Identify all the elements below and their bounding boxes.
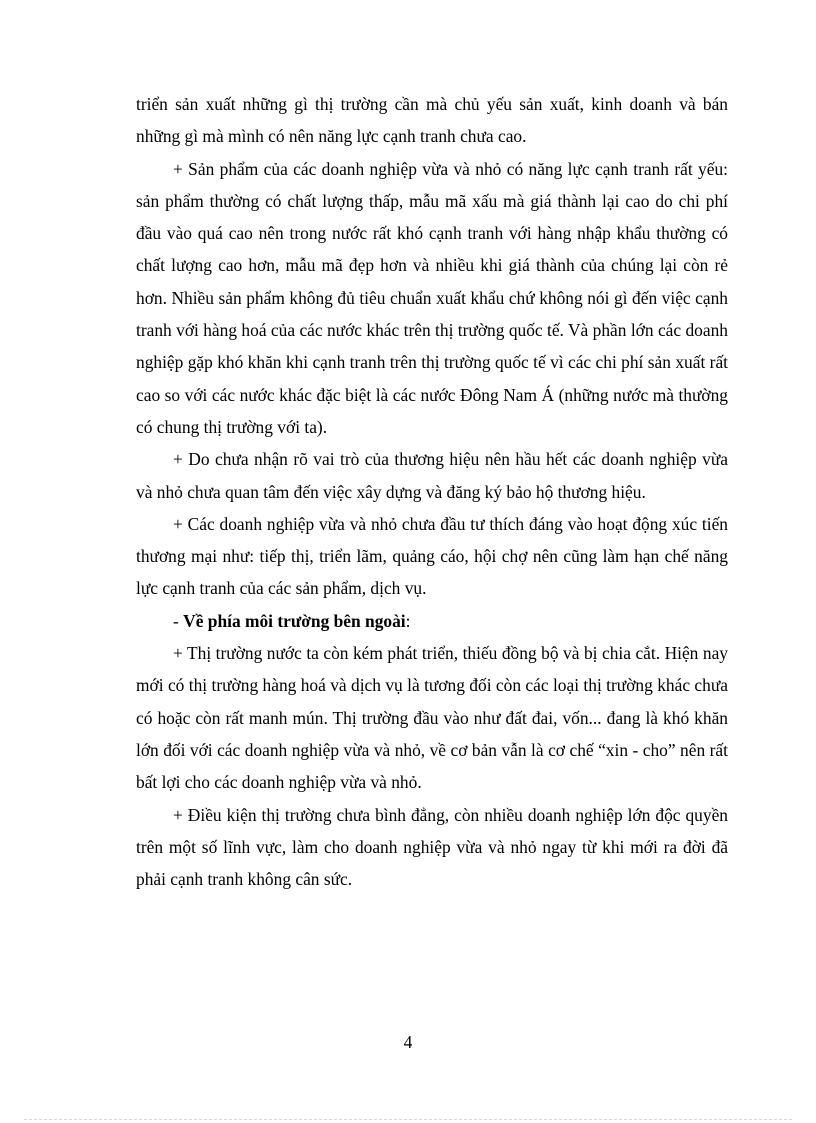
paragraph-continuation: triển sản xuất những gì thị trường cần mà chủ yếu sản xuất, kinh doanh và bán những gì mà mình có nên năng lực cạnh tranh chưa cao.: [136, 94, 728, 147]
heading-suffix: :: [405, 610, 411, 631]
section-heading-external-environment: [136, 605, 728, 637]
page-bottom-edge: [24, 1119, 792, 1120]
document-body: [136, 88, 728, 895]
paragraph-trade-promotion: + Các doanh nghiệp vừa và nhỏ chưa đầu tư thích đáng vào hoạt động xúc tiến thương mại như: tiếp thị, triển lãm, quảng cáo, hội chợ nên cũng làm hạn chế năng lực cạnh tranh của các sản phẩm, dịch vụ.: [136, 513, 728, 599]
page-number: 4: [403, 1032, 413, 1052]
paragraph-brand-awareness: + Do chưa nhận rõ vai trò của thương hiệu nên hầu hết các doanh nghiệp vừa và nhỏ chưa quan tâm đến việc xây dựng và đăng ký bảo hộ thương hiệu.: [136, 449, 728, 502]
paragraph-market-development: + Thị trường nước ta còn kém phát triển, thiếu đồng bộ và bị chia cắt. Hiện nay mới có thị trường hàng hoá và dịch vụ là tương đối còn các loại thị trường khác chưa có hoặc còn rất manh mún. Thị trường đầu vào như đất đai, vốn... đang là khó khăn lớn đối với các doanh nghiệp vừa và nhỏ, về cơ bản vẫn là cơ chế “xin - cho” nên rất bất lợi cho các doanh nghiệp vừa và nhỏ.: [136, 643, 728, 793]
paragraph-product-competitiveness: + Sản phẩm của các doanh nghiệp vừa và nhỏ có năng lực cạnh tranh rất yếu: sản phẩm thường có chất lượng thấp, mẫu mã xấu mà giá thành lại cao do chi phí đầu vào quá cao nên trong nước rất khó cạnh tranh với hàng nhập khẩu thường có chất lượng cao hơn, mẫu mã đẹp hơn và nhiều khi giá thành của chúng lại còn rẻ hơn. Nhiều sản phẩm không đủ tiêu chuẩn xuất khẩu chứ không nói gì đến việc cạnh tranh với hàng hoá của các nước khác trên thị trường quốc tế. Và phần lớn các doanh nghiệp gặp khó khăn khi cạnh tranh trên thị trường quốc tế vì các chi phí sản xuất rất cao so với các nước khác đặc biệt là các nước Đông Nam Á (những nước mà thường có chung thị trường với ta).: [136, 158, 728, 437]
heading-prefix: -: [173, 610, 184, 631]
heading-bold-text: Về phía môi trường bên ngoài: [183, 610, 406, 631]
paragraph-market-conditions: + Điều kiện thị trường chưa bình đẳng, còn nhiều doanh nghiệp lớn độc quyền trên một số lĩnh vực, làm cho doanh nghiệp vừa và nhỏ ngay từ khi mới ra đời đã phải cạnh tranh không cân sức.: [136, 804, 728, 890]
